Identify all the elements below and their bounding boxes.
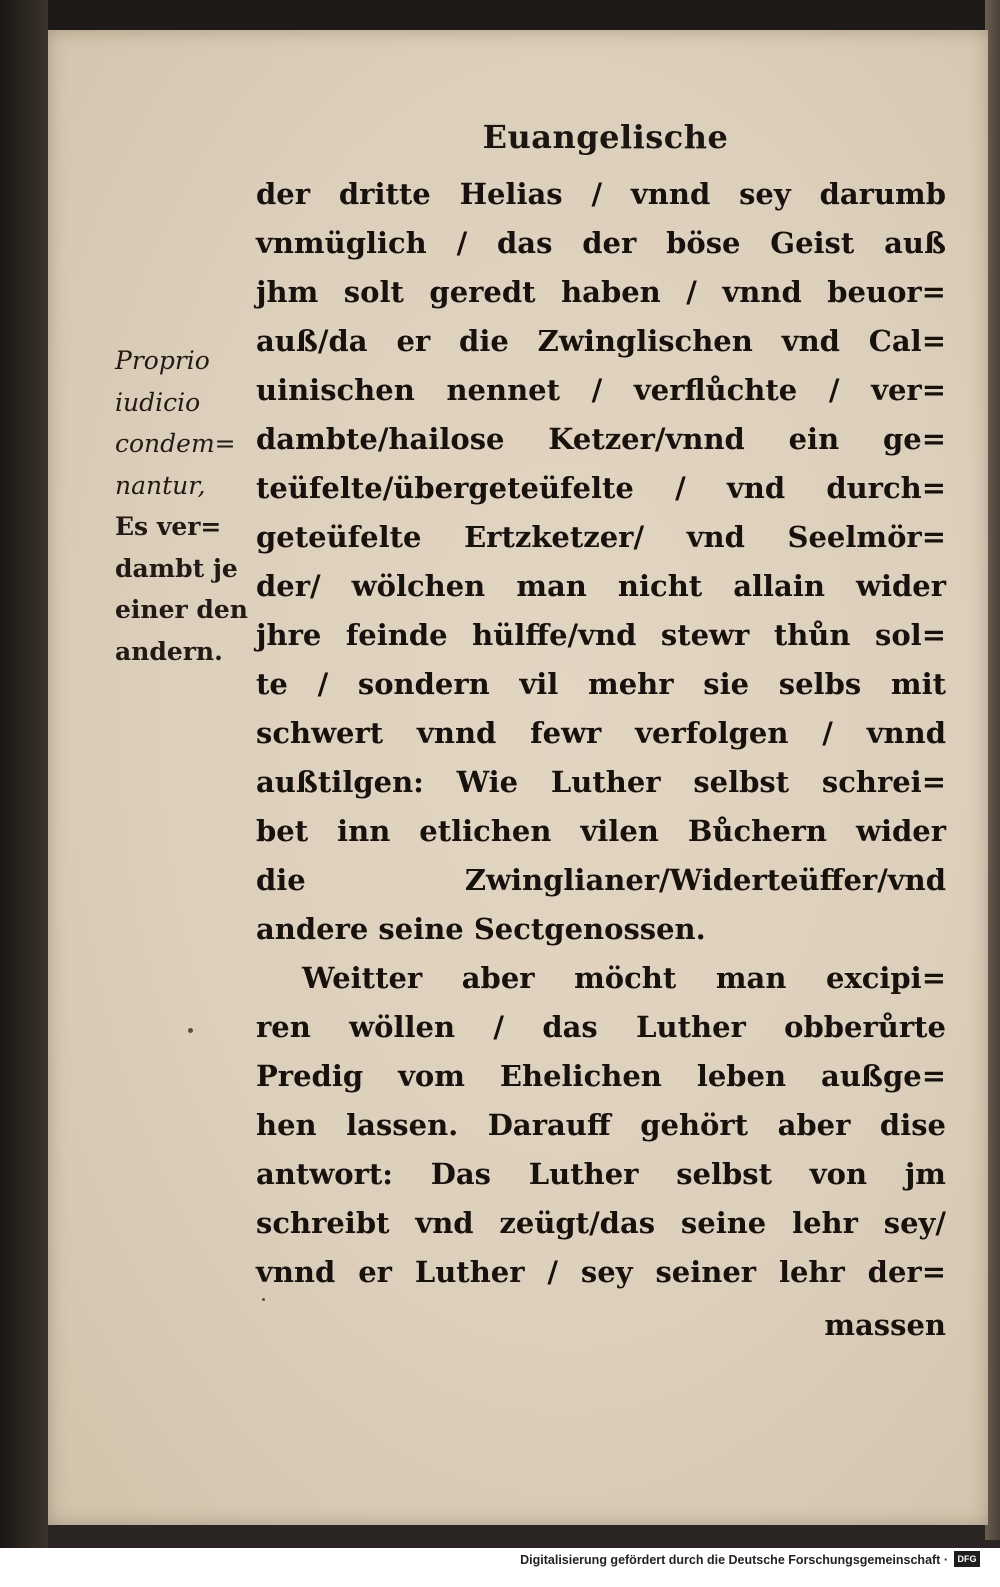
text-line: dambte/hailose Ketzer/vnnd ein ge= bbox=[256, 422, 946, 456]
text-line: ren wöllen / das Luther obberůrte bbox=[256, 1010, 946, 1044]
text-line: bet inn etlichen vilen Bůchern wider bbox=[256, 814, 946, 848]
text-line: der/ wölchen man nicht allain wider bbox=[256, 569, 946, 603]
margin-note-line: Es ver= bbox=[115, 512, 222, 541]
text-line: jhm solt geredt haben / vnnd beuor= bbox=[256, 275, 946, 309]
margin-note-line: dambt je bbox=[115, 553, 238, 583]
text-line: geteüfelte Ertzketzer/ vnd Seelmör= bbox=[256, 520, 946, 554]
funding-credit: Digitalisierung gefördert durch die Deutsche Forschungsgemeinschaft · bbox=[520, 1553, 948, 1567]
text-line: te / sondern vil mehr sie selbs mit bbox=[256, 667, 946, 701]
margin-note-line: andern. bbox=[115, 636, 223, 666]
margin-note-line: condem= bbox=[115, 429, 236, 458]
dfg-logo: DFG bbox=[954, 1551, 980, 1567]
text-line: schwert vnnd fewr verfolgen / vnnd bbox=[256, 716, 946, 750]
text-line: der dritte Helias / vnnd sey darumb bbox=[256, 177, 946, 211]
text-line: außtilgen: Wie Luther selbst schrei= bbox=[256, 765, 946, 799]
marginal-note bbox=[115, 340, 257, 672]
book-page bbox=[48, 30, 988, 1525]
paper-speck bbox=[262, 1298, 265, 1301]
text-line: andere seine Sectgenossen. bbox=[256, 912, 706, 946]
text-line: Weitter aber möcht man excipi= bbox=[302, 961, 946, 995]
margin-note-line: einer den bbox=[115, 595, 248, 624]
running-header-text: Euangelische bbox=[482, 118, 729, 156]
text-line: auß/da er die Zwinglischen vnd Cal= bbox=[256, 324, 946, 358]
paper-speck bbox=[188, 1028, 193, 1033]
catchword: massen bbox=[824, 1308, 946, 1342]
main-text-block bbox=[256, 170, 946, 1297]
running-header bbox=[48, 118, 988, 156]
text-line: teüfelte/übergeteüfelte / vnd durch= bbox=[256, 471, 946, 505]
scan-top-border bbox=[0, 0, 1000, 30]
text-line: Predig vom Ehelichen leben außge= bbox=[256, 1059, 946, 1093]
text-line: jhre feinde hülffe/vnd stewr thůn sol= bbox=[256, 618, 946, 652]
text-line: hen lassen. Darauff gehört aber dise bbox=[256, 1108, 946, 1142]
margin-note-line: Proprio bbox=[115, 346, 210, 375]
book-binding-edge bbox=[0, 0, 48, 1587]
text-line: die Zwinglianer/Widerteüffer/vnd bbox=[256, 863, 946, 897]
text-line: vnnd er Luther / sey seiner lehr der= bbox=[256, 1255, 946, 1289]
text-line: schreibt vnd zeügt/das seine lehr sey/ bbox=[256, 1206, 946, 1240]
text-line: vnmüglich / das der böse Geist auß bbox=[256, 226, 946, 260]
margin-note-line: iudicio bbox=[115, 387, 201, 417]
margin-note-line: nantur, bbox=[115, 470, 206, 500]
text-line: uinischen nennet / verflůchte / ver= bbox=[256, 373, 946, 407]
text-line: antwort: Das Luther selbst von jm bbox=[256, 1157, 946, 1191]
